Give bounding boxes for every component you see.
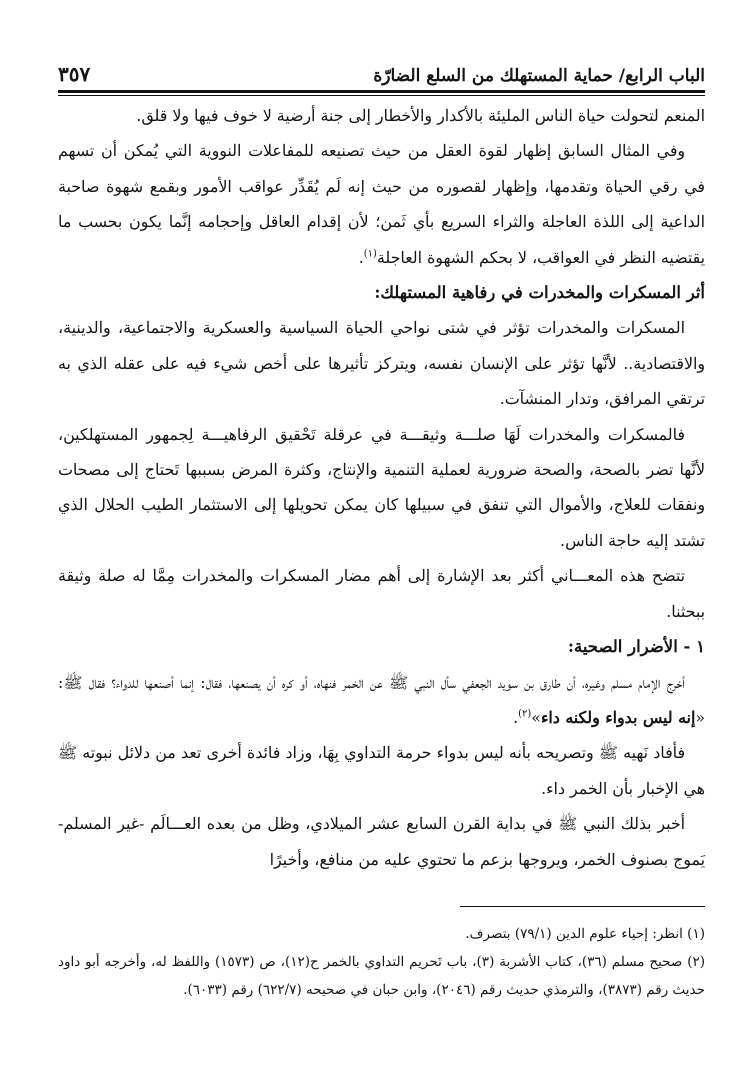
footnote-ref-2[interactable]: (٢) <box>518 708 532 720</box>
paragraph: أخرج الإمام مسلم وغيره، أن طارق بن سويد الجعفي سأل النبي ﷺ عن الخمر فنهاه، أو كره أن يصنعها، فقال: إنما أصنعها للدواء؟ فقال ﷺ: «إنه ليس بدواء ولكنه داء»$^{(٢)}$. <box>58 672 705 727</box>
footnote-separator <box>460 906 705 907</box>
running-title: الباب الرابع/ حماية المستهلك من السلع الضارّة <box>373 66 705 86</box>
paragraph: المنعم لتحولت حياة الناس المليئة بالأكدار والأخطار إلى جنة أرضية لا خوف فيها ولا قلق. <box>136 106 705 125</box>
paragraph: وفي المثال السابق إظهار لقوة العقل من حيث تصنيعه للمفاعلات النووية التي يُمكن أن تسهم في رقي الحياة وتقدمها، وإظهار لقصوره من حيث إنه لَم يُقَدِّر عواقب الأمور وبقمع شهوة صاحبة الداعية إلى اللذة العاجلة والثراء السريع بأي ثَمن؛ لأن إقدام العاقل وإحجامه إنَّما يكون بحسب ما يقتضيه النظر في العواقب، لا بحكم الشهوة العاجلة$^{(١)}$. <box>58 141 705 267</box>
header-rule <box>58 90 705 96</box>
page-header <box>58 58 705 86</box>
hadith-quote: إنه ليس بدواء ولكنه داء <box>540 707 696 727</box>
paragraph: أخبر بذلك النبي ﷺ في بداية القرن السابع عشر الميلادي، وظل من بعده العـــالَم -غير المسلم- يَموج بصنوف الخمر، ويروجها بزعم ما تحتوي عليه من منافع، وأخيرًا <box>58 814 705 869</box>
footnote-1: (١) انظر: إحياء علوم الدين (٧٩/١) بتصرف. <box>465 926 705 942</box>
footnote-2: (٢) صحيح مسلم (٣٦)، كتاب الأشربة (٣)، باب تَحريم التداوي بالخمر ح(١٢)، ص (١٥٧٣) واللفظ له، وأخرجه أبو داود حديث رقم (٣٨٧٣)، والترمذي حديث رقم (٢٠٤٦)، وابن حبان في صحيحه (٦٢٢/٧) رقم (٦٠٣٣). <box>58 954 706 998</box>
footnotes <box>58 920 705 1004</box>
paragraph: المسكرات والمخدرات تؤثر في شتى نواحي الحياة السياسية والعسكرية والاجتماعية، والدينية، والاقتصادية.. لأنَّها تؤثر على الإنسان نفسه، ويتركز تأثيرها على أخص شيء فيه على عقله الذي به ترتقي المرافق، وتدار المنشآت. <box>58 318 705 409</box>
paragraph: فأفاد نَهيه ﷺ وتصريحه بأنه ليس بدواء حرمة التداوي بِهَا، وزاد فائدة أخرى تعد من دلائل نبوته ﷺ هي الإخبار بأن الخمر داء. <box>58 743 705 798</box>
section-heading: ١ - الأضرار الصحية: <box>567 637 705 657</box>
paragraph: تتضح هذه المعـــاني أكثر بعد الإشارة إلى أهم مضار المسكرات والمخدرات مِمَّا له صلة وثيقة ببحثنا. <box>58 566 705 621</box>
footnote-ref-1[interactable]: (١) <box>363 248 377 260</box>
page-number: ٣٥٧ <box>58 62 91 86</box>
section-heading: أثر المسكرات والمخدرات في رفاهية المستهلك: <box>374 283 705 303</box>
paragraph: فالمسكرات والمخدرات لَهَا صلـــة وثيقـــة في عرقلة تَحْقيق الرفاهيـــة لِجمهور المستهلكين، لأنَّها تضر بالصحة، والصحة ضرورية لعملية التنمية والإنتاج، وكثرة المرض بسببها تَحتاج إلى مصحات ونفقات للعلاج، والأموال التي تنفق في سبيلها كان يمكن تحويلها إلى الاستثمار الطيب الحلال الذي تشتد إليه حاجة الناس. <box>58 424 705 550</box>
main-text <box>58 98 705 877</box>
